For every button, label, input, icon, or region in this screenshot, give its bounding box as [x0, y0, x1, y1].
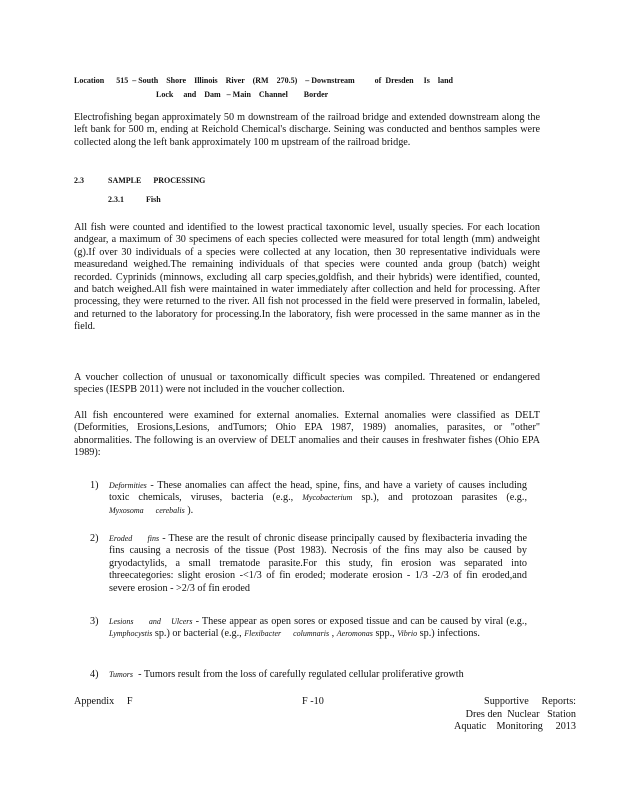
list-item-body: sp.) or bacterial (e.g.,	[152, 628, 245, 640]
list-item-term: Lesions and Ulcers	[109, 617, 193, 626]
location-line-1: Location 515 – South Shore Illinois River (RM 270.5) – Downstream of Dresden Is land	[74, 76, 453, 85]
fish-processing-paragraph: All fish were counted and identified to the lowest practical taxonomic level, usually species. For each location andgear, a maximum of 30 specimens of each species collected were measured for total length (mm) andweight (g).If over 30 individuals of a species were collected at any location, then 30 representative individuals were measuredand weighed.The remaining individuals of that species were counted anda group (batch) weight recorded. Cyprinids (minnows, excluding all carp species,goldfish, and their hybrids) were identified, counted, and batch weighed.All fish were maintained in water immediately after collection and held for processing. After processing, they were returned to the river. All fish not processed in the field were preserved in formalin, labeled, and returned to the laboratory for processing.In the laboratory, fish were processed in the same manner as in the field.	[74, 222, 540, 333]
species-name: Mycobacterium	[302, 493, 353, 503]
section-number: 2.3	[74, 176, 84, 185]
list-item-body: - Tumors result from the loss of carefully regulated cellular proliferative growth	[133, 669, 464, 680]
list-item-body: - These anomalies can affect the head, spine, fins, and have a variety of causes including toxic chemicals, viruses, bacteria (e.g.,	[109, 480, 527, 504]
list-item-body: sp.) infections.	[417, 628, 480, 640]
list-item-number: 3)	[90, 616, 99, 627]
footer-report-line: Dres den Nuclear Station	[465, 708, 576, 720]
voucher-paragraph: A voucher collection of unusual or taxonomically difficult species was compiled. Threatened or endangered species (IESPB 2011) were not included in the voucher collection.	[74, 372, 540, 396]
list-item-text	[109, 669, 527, 681]
section-title: SAMPLE PROCESSING	[108, 176, 206, 185]
list-item-body: ,	[329, 628, 337, 640]
list-item-text	[109, 616, 527, 641]
list-item-text	[109, 533, 527, 595]
species-name: Myxosoma cerebalis	[109, 505, 185, 515]
footer-report-line: Supportive Reports:	[484, 696, 576, 707]
location-heading	[74, 74, 544, 102]
footer-appendix: Appendix F	[74, 696, 133, 707]
species-name: Flexibacter columnaris	[244, 629, 330, 639]
anomalies-paragraph: All fish encountered were examined for external anomalies. External anomalies were classified as DELT (Deformities, Erosions,Lesions, andTumors; Ohio EPA 1987, 1989) anomalies, parasites, or "other" abnormalities. The following is an overview of DELT anomalies and their causes in freshwater fishes (Ohio EPA 1989):	[74, 410, 540, 459]
species-name: Vibrio	[397, 629, 418, 639]
list-item-body: ).	[184, 504, 194, 516]
list-item-term: Deformities	[109, 481, 147, 490]
list-item-term: Tumors	[109, 670, 134, 679]
list-item-body: spp.,	[372, 628, 398, 640]
intro-paragraph: Electrofishing began approximately 50 m downstream of the railroad bridge and extended downstream along the left bank for 500 m, ending at Reichold Chemical's discharge. Seining was conducted and benthos samples were collected along the left bank approximately 100 m upstream of the railroad bridge.	[74, 112, 540, 148]
list-item-number: 1)	[90, 480, 99, 491]
list-item-text	[109, 480, 527, 517]
species-name: Aeromonas	[336, 629, 373, 639]
subsection-title: Fish	[146, 195, 161, 204]
footer-page-number: F -10	[302, 696, 324, 707]
list-item-number: 4)	[90, 669, 99, 680]
list-item-body: sp.), and protozoan parasites (e.g.,	[352, 492, 527, 504]
list-item-body: - These are the result of chronic disease principally caused by flexibacteria invading the fins causing a necrosis of the tissue (Post 1983). Necrosis of the fins may also be caused by gryodactylids, a small trematode parasite.For this study, fin erosion was separated into threecategories: slight erosion -<1/3 of fin eroded; moderate erosion - 1/3 -2/3 of fin eroded,and severe erosion - >2/3 of fin eroded	[109, 533, 527, 594]
list-item-number: 2)	[90, 533, 99, 544]
subsection-number: 2.3.1	[108, 195, 124, 204]
location-line-2: Lock and Dam – Main Channel Border	[156, 90, 329, 99]
footer-report-line: Aquatic Monitoring 2013	[454, 721, 576, 733]
species-name: Lymphocystis	[109, 629, 153, 639]
list-item-term: Eroded fins	[109, 534, 160, 543]
footer-report-info	[440, 696, 576, 734]
list-item-body: - These appear as open sores or exposed tissue and can be caused by viral (e.g.,	[192, 616, 527, 627]
